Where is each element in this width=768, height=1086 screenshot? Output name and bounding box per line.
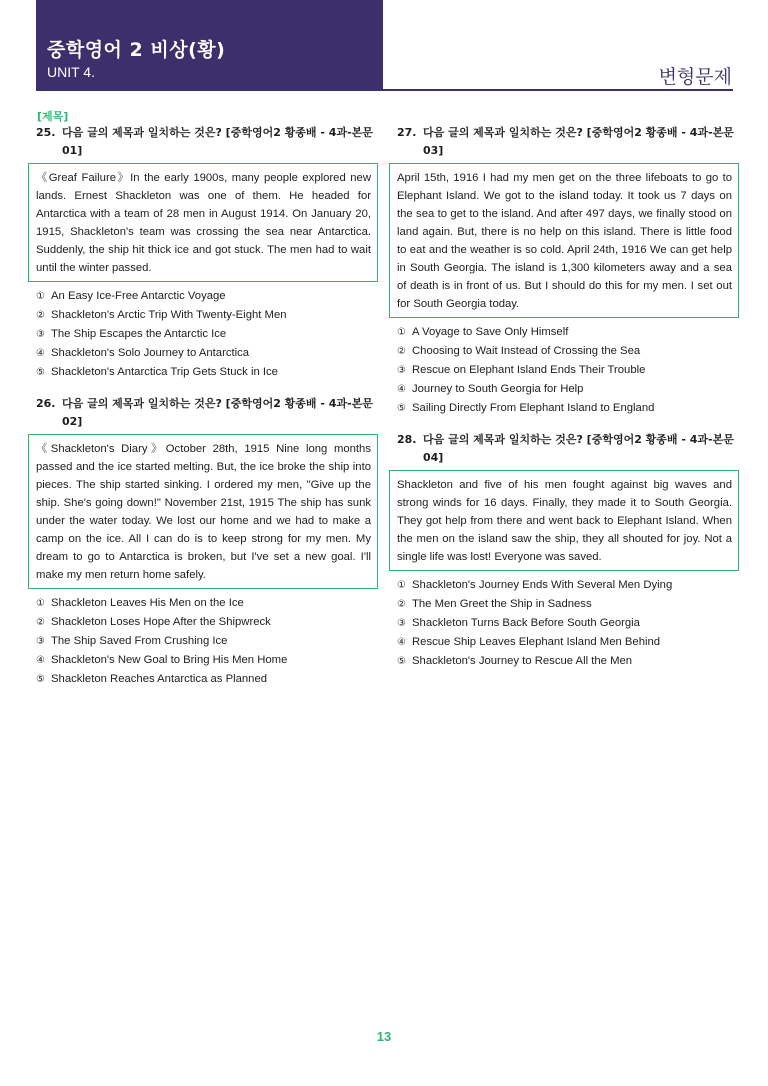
- question-code: 03]: [423, 144, 444, 157]
- answer-option[interactable]: [397, 399, 739, 418]
- option-marker: ③: [36, 636, 45, 647]
- passage-box: 《Greaf Failure》In the early 1900s, many people explored new lands. Ernest Shackleton was one of them. He headed for Antarctica with a team of 28 men in August 1914. On January 20, 1915, Shackleton's team was crossing the sea near Antarctica. Suddenly, the ship hit thick ice and got stuck. The men had to wait until the winter passed.: [28, 163, 378, 282]
- option-marker: ①: [397, 580, 406, 591]
- section-tag: [제목]: [37, 110, 69, 123]
- answer-options: [28, 287, 378, 382]
- option-marker: ④: [397, 384, 406, 395]
- answer-option[interactable]: [36, 670, 378, 689]
- question-prompt: [389, 431, 739, 467]
- answer-option[interactable]: [36, 613, 378, 632]
- option-marker: ④: [397, 637, 406, 648]
- option-text: Shackleton's Journey to Rescue All the Men: [412, 655, 633, 667]
- question-text: 다음 글의 제목과 일치하는 것은? [중학영어2 황종배 - 4과-본문: [423, 126, 734, 139]
- option-text: Rescue on Elephant Island Ends Their Trouble: [412, 364, 646, 376]
- left-column: [28, 108, 378, 689]
- option-marker: ①: [36, 291, 45, 302]
- option-marker: ②: [36, 617, 45, 628]
- option-marker: ②: [397, 346, 406, 357]
- textbook-title: 중학영어 2 비상(황): [47, 39, 226, 61]
- option-text: Shackleton's Solo Journey to Antarctica: [51, 347, 250, 359]
- answer-option[interactable]: [36, 632, 378, 651]
- answer-option[interactable]: [397, 595, 739, 614]
- question-code: 02]: [62, 415, 83, 428]
- option-text: Shackleton's Journey Ends With Several Men Dying: [412, 579, 673, 591]
- option-text: Journey to South Georgia for Help: [412, 383, 584, 395]
- answer-option[interactable]: [36, 344, 378, 363]
- question-26: [28, 395, 378, 689]
- option-marker: ②: [397, 599, 406, 610]
- option-marker: ④: [36, 655, 45, 666]
- question-25: [28, 124, 378, 382]
- answer-option[interactable]: [397, 380, 739, 399]
- answer-option[interactable]: [36, 325, 378, 344]
- worksheet-type-label: 변형문제: [658, 66, 732, 88]
- option-text: Shackleton's New Goal to Bring His Men Home: [51, 654, 288, 666]
- option-text: An Easy Ice-Free Antarctic Voyage: [51, 290, 226, 302]
- passage-box: April 15th, 1916 I had my men get on the three lifeboats to go to Elephant Island. We got to the island today. It took us 7 days on the sea to get to the island. And after 497 days, we finally stood on land again. But, there is no help on this island. There is little food to eat and the weather is so cold. April 24th, 1916 We can get help in South Georgia. The island is 1,300 kilometers away and a sea of death is in front of us. But I should do this for my men. I set out for South Georgia today.: [389, 163, 739, 318]
- unit-label: UNIT 4.: [47, 64, 95, 80]
- question-27: [389, 124, 739, 418]
- answer-option[interactable]: [397, 342, 739, 361]
- question-number: 26.: [36, 397, 56, 410]
- question-prompt: [389, 124, 739, 160]
- question-text: 다음 글의 제목과 일치하는 것은? [중학영어2 황종배 - 4과-본문: [62, 126, 373, 139]
- option-text: Shackleton Turns Back Before South Georgia: [412, 617, 640, 629]
- answer-options: [389, 576, 739, 671]
- answer-option[interactable]: [36, 651, 378, 670]
- answer-options: [28, 594, 378, 689]
- option-text: Choosing to Wait Instead of Crossing the Sea: [412, 345, 641, 357]
- option-text: The Men Greet the Ship in Sadness: [412, 598, 592, 610]
- option-marker: ④: [36, 348, 45, 359]
- answer-option[interactable]: [397, 361, 739, 380]
- option-marker: ②: [36, 310, 45, 321]
- option-marker: ⑤: [397, 403, 406, 414]
- option-text: Shackleton Leaves His Men on the Ice: [51, 597, 244, 609]
- question-number: 25.: [36, 126, 56, 139]
- answer-option[interactable]: [397, 576, 739, 595]
- option-text: Shackleton's Antarctica Trip Gets Stuck in Ice: [51, 366, 278, 378]
- question-number: 27.: [397, 126, 417, 139]
- option-marker: ①: [36, 598, 45, 609]
- passage-box: Shackleton and five of his men fought against big waves and strong winds for 16 days. Finally, they made it to South Georgia. They got help from there and went back to Elephant Island. When the men on the island saw the ship, they all shouted for joy. Not a single life was lost! Everyone was saved.: [389, 470, 739, 571]
- right-column: [389, 124, 739, 671]
- answer-option[interactable]: [36, 594, 378, 613]
- answer-option[interactable]: [36, 363, 378, 382]
- option-marker: ③: [397, 618, 406, 629]
- option-text: The Ship Saved From Crushing Ice: [51, 635, 228, 647]
- option-text: Rescue Ship Leaves Elephant Island Men Behind: [412, 636, 661, 648]
- answer-option[interactable]: [36, 306, 378, 325]
- header-divider: [383, 89, 733, 91]
- question-code: 01]: [62, 144, 83, 157]
- question-prompt: [28, 124, 378, 160]
- answer-option[interactable]: [36, 287, 378, 306]
- option-text: The Ship Escapes the Antarctic Ice: [51, 328, 227, 340]
- option-marker: ③: [397, 365, 406, 376]
- option-marker: ⑤: [36, 367, 45, 378]
- option-text: A Voyage to Save Only Himself: [412, 326, 569, 338]
- question-code: 04]: [423, 451, 444, 464]
- answer-option[interactable]: [397, 652, 739, 671]
- option-marker: ③: [36, 329, 45, 340]
- option-text: Sailing Directly From Elephant Island to England: [412, 402, 655, 414]
- passage-box: 《Shackleton's Diary》October 28th, 1915 Nine long months passed and the ice started melting. But, the ice broke the ship into pieces. The ship started sinking. I ordered my men, "Give up the ship. She's going down!" November 21st, 1915 The ship has sunk under the water today. We lost our home and we had to make a camp on the ice. All I can do is to keep strong for my men. My dream to go to Antarctica is broken, but I've set a new goal. I'll make my men return home safely.: [28, 434, 378, 589]
- answer-option[interactable]: [397, 614, 739, 633]
- answer-option[interactable]: [397, 633, 739, 652]
- header-banner: [36, 0, 383, 91]
- question-number: 28.: [397, 433, 417, 446]
- question-text: 다음 글의 제목과 일치하는 것은? [중학영어2 황종배 - 4과-본문: [62, 397, 373, 410]
- page-number: 13: [376, 1029, 392, 1044]
- option-marker: ①: [397, 327, 406, 338]
- question-prompt: [28, 395, 378, 431]
- question-text: 다음 글의 제목과 일치하는 것은? [중학영어2 황종배 - 4과-본문: [423, 433, 734, 446]
- option-marker: ⑤: [397, 656, 406, 667]
- option-marker: ⑤: [36, 674, 45, 685]
- answer-option[interactable]: [397, 323, 739, 342]
- option-text: Shackleton Loses Hope After the Shipwreck: [51, 616, 271, 628]
- answer-options: [389, 323, 739, 418]
- question-28: [389, 431, 739, 671]
- option-text: Shackleton's Arctic Trip With Twenty-Eight Men: [51, 309, 287, 321]
- option-text: Shackleton Reaches Antarctica as Planned: [51, 673, 268, 685]
